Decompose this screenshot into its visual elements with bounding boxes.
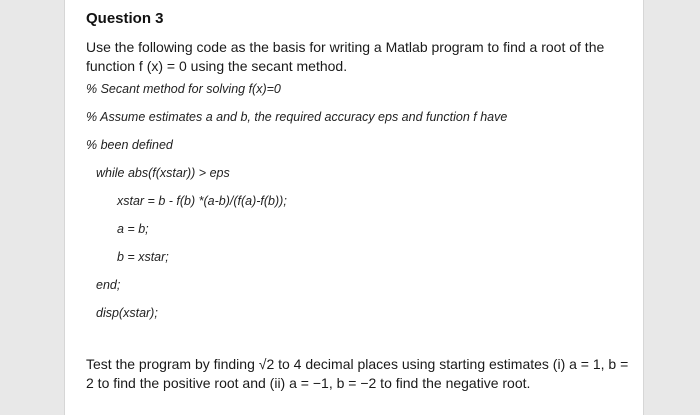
code-xstar-line: xstar = b - f(b) *(a-b)/(f(a)-f(b)); — [117, 194, 287, 208]
code-comment-line-3: % been defined — [86, 138, 173, 152]
code-disp-line: disp(xstar); — [96, 306, 158, 320]
question-intro: Use the following code as the basis for writing a Matlab program to find a root of the function f (x) = 0 using the secant method. — [86, 39, 605, 74]
code-comment-line-2: % Assume estimates a and b, the required accuracy eps and function f have — [86, 110, 508, 124]
code-comment-line-1: % Secant method for solving f(x)=0 — [86, 82, 281, 96]
code-while-line: while abs(f(xstar)) > eps — [96, 166, 230, 180]
question-title: Question 3 — [86, 10, 164, 27]
code-end-line: end; — [96, 278, 121, 292]
question-footer: Test the program by finding √2 to 4 decimal places using starting estimates (i) a = 1, b = 2 to find the positive root and (ii) a = −1, b = −2 to find the negative root. — [86, 356, 629, 391]
code-b-assign-line: b = xstar; — [117, 250, 169, 264]
code-a-assign-line: a = b; — [117, 222, 149, 236]
